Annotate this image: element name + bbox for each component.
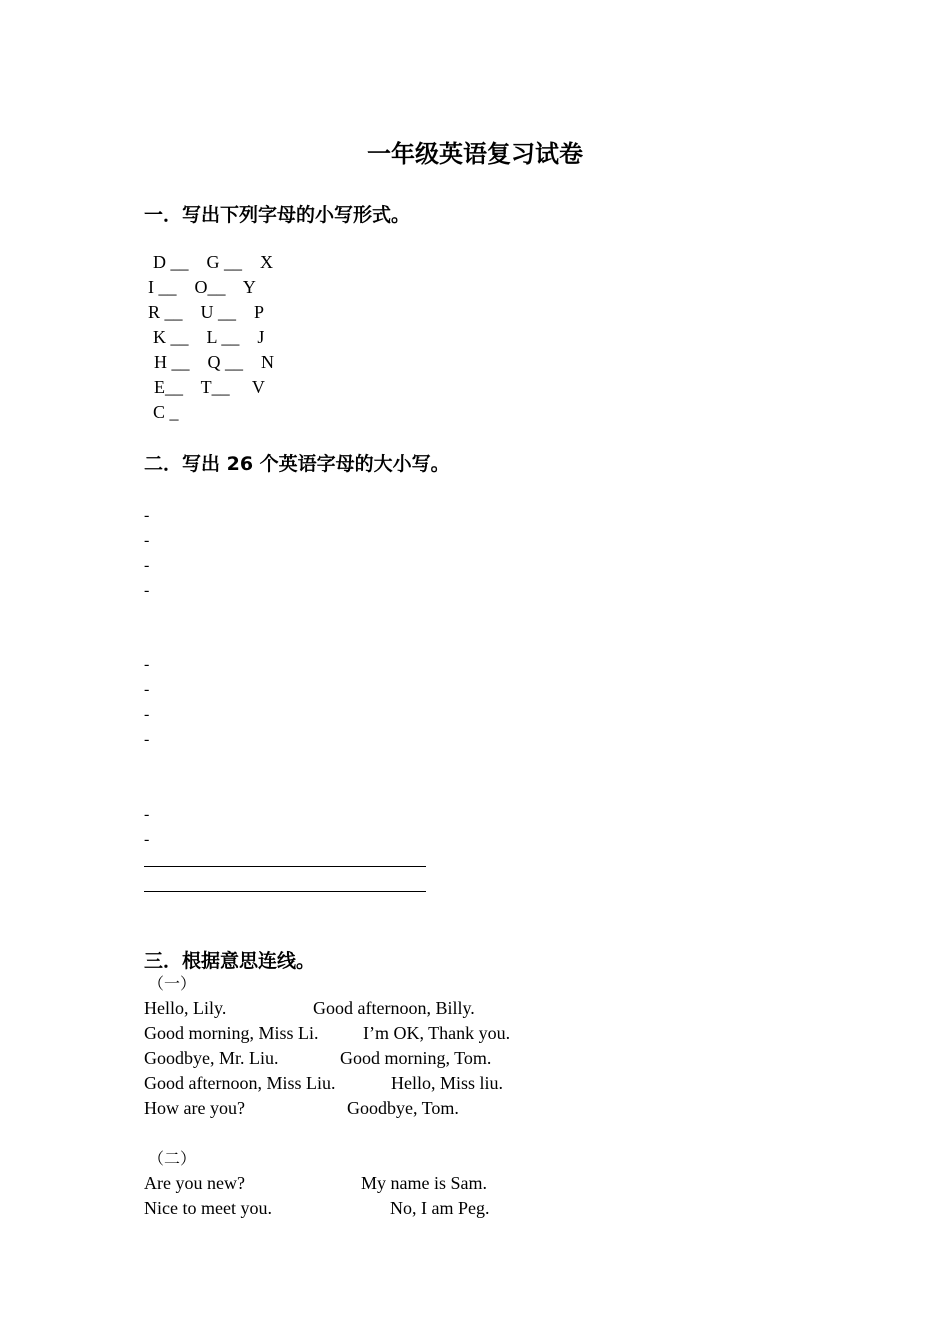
writing-line: - xyxy=(144,532,150,549)
match-left-item: Nice to meet you. xyxy=(144,1198,272,1218)
writing-line: - xyxy=(144,706,150,723)
letter-row: E__ T__ V xyxy=(154,377,265,397)
writing-rule xyxy=(144,866,426,867)
writing-line: - xyxy=(144,582,150,599)
match-right-item: My name is Sam. xyxy=(361,1173,487,1193)
match-right-item: I’m OK, Thank you. xyxy=(363,1023,511,1043)
part2-label: （二） xyxy=(148,1149,197,1168)
writing-line: - xyxy=(144,731,150,748)
section2-heading: 二．写出 26 个英语字母的大小写。 xyxy=(144,453,450,475)
writing-line: - xyxy=(144,656,150,673)
letter-row: H __ Q __ N xyxy=(154,352,274,372)
letter-row: R __ U __ P xyxy=(148,302,265,322)
match-left-item: Hello, Lily. xyxy=(144,998,227,1018)
letter-row: K __ L __ J xyxy=(153,327,265,347)
match-left-item: Are you new? xyxy=(144,1173,245,1193)
part1-label: （一） xyxy=(148,974,197,993)
match-right-item: Good afternoon, Billy. xyxy=(313,998,475,1018)
writing-line: - xyxy=(144,681,150,698)
match-left-item: Good morning, Miss Li. xyxy=(144,1023,319,1043)
letter-row: C _ xyxy=(153,402,179,422)
match-right-item: Good morning, Tom. xyxy=(340,1048,492,1068)
writing-rule xyxy=(144,891,426,892)
match-left-item: Good afternoon, Miss Liu. xyxy=(144,1073,336,1093)
writing-line: - xyxy=(144,557,150,574)
match-right-item: Goodbye, Tom. xyxy=(347,1098,459,1118)
writing-line: - xyxy=(144,507,150,524)
section1-heading: 一．写出下列字母的小写形式。 xyxy=(144,204,411,226)
match-left-item: Goodbye, Mr. Liu. xyxy=(144,1048,279,1068)
match-left-item: How are you? xyxy=(144,1098,245,1118)
match-right-item: Hello, Miss liu. xyxy=(391,1073,504,1093)
match-right-item: No, I am Peg. xyxy=(390,1198,490,1218)
section3-heading: 三．根据意思连线。 xyxy=(144,950,316,972)
writing-line: - xyxy=(144,831,150,848)
letter-row: I __ O__ Y xyxy=(148,277,256,297)
writing-line: - xyxy=(144,806,150,823)
page-title: 一年级英语复习试卷 xyxy=(367,140,583,168)
letter-row: D __ G __ X xyxy=(153,252,273,272)
